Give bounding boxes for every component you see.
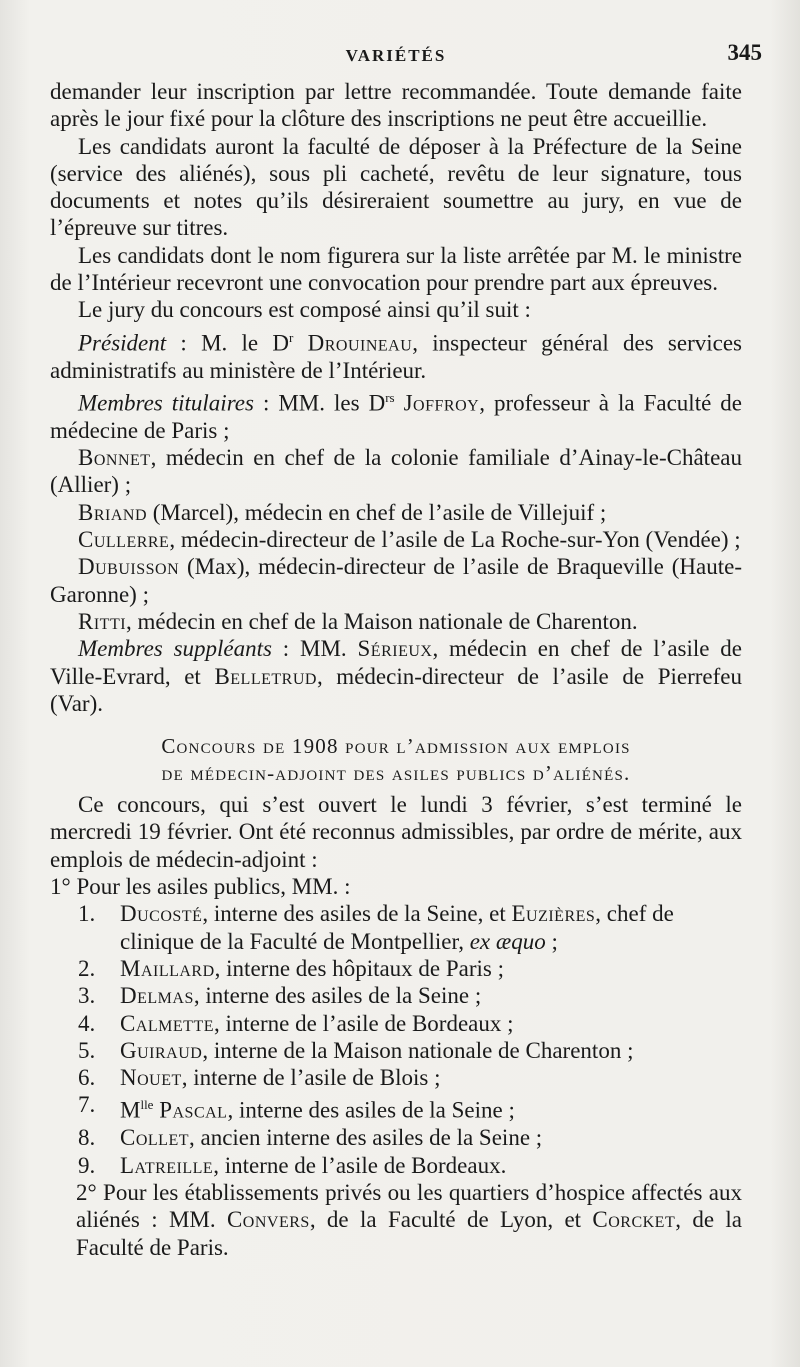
part-one-heading: 1° Pour les asiles publics, MM. : bbox=[50, 874, 351, 900]
list-item: 2. Maillard, interne des hôpitaux de Paris ; bbox=[78, 955, 505, 981]
paragraph-convocation: Les candidats dont le nom figurera sur la liste arrêtée par M. le ministre de l’Intérieur recevront une convocation pour prendre part aux épreuves. bbox=[50, 242, 742, 296]
part-two: 2° Pour les établissements privés ou les quartiers d’hospice affectés aux aliénés : MM. Convers, de la Faculté de Lyon, et Corcket, de la Faculté de Paris. bbox=[76, 1179, 742, 1260]
list-item: 8. Collet, ancien interne des asiles de la Seine ; bbox=[78, 1125, 543, 1151]
list-item: 9. Latreille, interne de l’asile de Bordeaux. bbox=[78, 1152, 507, 1178]
president-label: Président bbox=[78, 330, 167, 356]
paragraph-documents: Les candidats auront la faculté de déposer à la Préfecture de la Seine (service des aliénés), sous pli cacheté, revêtu de leur signature, tous documents et notes qu’ils désireraient soumettre au jury, en vue de l’épreuve sur titres. bbox=[50, 133, 742, 241]
body-text bbox=[50, 78, 742, 1261]
suppleants-label: Membres suppléants bbox=[78, 636, 272, 662]
paragraph-jury-intro: Le jury du concours est composé ainsi qu’il suit : bbox=[78, 297, 531, 323]
page-number: 345 bbox=[727, 40, 762, 65]
list-item: 6. Nouet, interne de l’asile de Blois ; bbox=[78, 1065, 441, 1091]
list-item: 7. $M^{lle}$ Pascal, interne des asiles de la Seine ; bbox=[78, 1092, 515, 1124]
titulaire-name: Joffroy bbox=[403, 390, 480, 416]
jury-member: Briand (Marcel), médecin en chef de l’asile de Villejuif ; bbox=[78, 499, 607, 525]
list-item: 1. Ducosté, interne des asiles de la Seine, et Euzières, chef de clinique de la Faculté de Montpellier, ex æquo ; bbox=[78, 901, 674, 954]
president-name: Drouineau bbox=[307, 330, 413, 356]
admissibles-list bbox=[50, 900, 742, 1179]
list-item: 4. Calmette, interne de l’asile de Bordeaux ; bbox=[78, 1010, 514, 1036]
jury-member: Bonnet, médecin en chef de la colonie familiale d’Ainay-le-Château (Allier) ; bbox=[50, 445, 742, 498]
jury-member: Dubuisson (Max), médecin-directeur de l’asile de Braqueville (Haute-Garonne) ; bbox=[50, 554, 742, 607]
paragraph-inscription: demander leur inscription par lettre recommandée. Toute demande faite après le jour fixé pour la clôture des inscriptions ne peut être accueillie. bbox=[50, 79, 742, 132]
section-heading: Concours de 1908 pour l’admission aux emplois de médecin-adjoint des asiles publics d’aliénés. bbox=[161, 734, 631, 786]
page-header bbox=[50, 38, 762, 78]
titulaires-label: Membres titulaires bbox=[78, 390, 254, 416]
jury-president: Président : M. le $D^r$ Drouineau, inspecteur général des services administratifs au ministère de l’Intérieur. bbox=[50, 329, 742, 383]
section-intro: Ce concours, qui s’est ouvert le lundi 3 février, s’est terminé le mercredi 19 février. Ont été reconnus admissibles, par ordre de mérite, aux emplois de médecin-adjoint : bbox=[50, 792, 742, 872]
list-item: 5. Guiraud, interne de la Maison nationale de Charenton ; bbox=[78, 1037, 634, 1063]
jury-member: Cullerre, médecin-directeur de l’asile de La Roche-sur-Yon (Vendée) ; bbox=[78, 527, 741, 553]
jury-member: Ritti, médecin en chef de la Maison nationale de Charenton. bbox=[78, 608, 638, 634]
jury-titulaires: Membres titulaires : MM. les $D^{rs}$ Joffroy, professeur à la Faculté de médecine de Paris ; bbox=[50, 389, 743, 443]
jury-suppleants: Membres suppléants : MM. Sérieux, médecin en chef de l’asile de Ville-Evrard, et Belletrud, médecin-directeur de l’asile de Pierrefeu (Var). bbox=[50, 636, 743, 716]
running-head: VARIÉTÉS bbox=[345, 46, 447, 65]
list-item: 3. Delmas, interne des asiles de la Seine ; bbox=[78, 983, 482, 1009]
